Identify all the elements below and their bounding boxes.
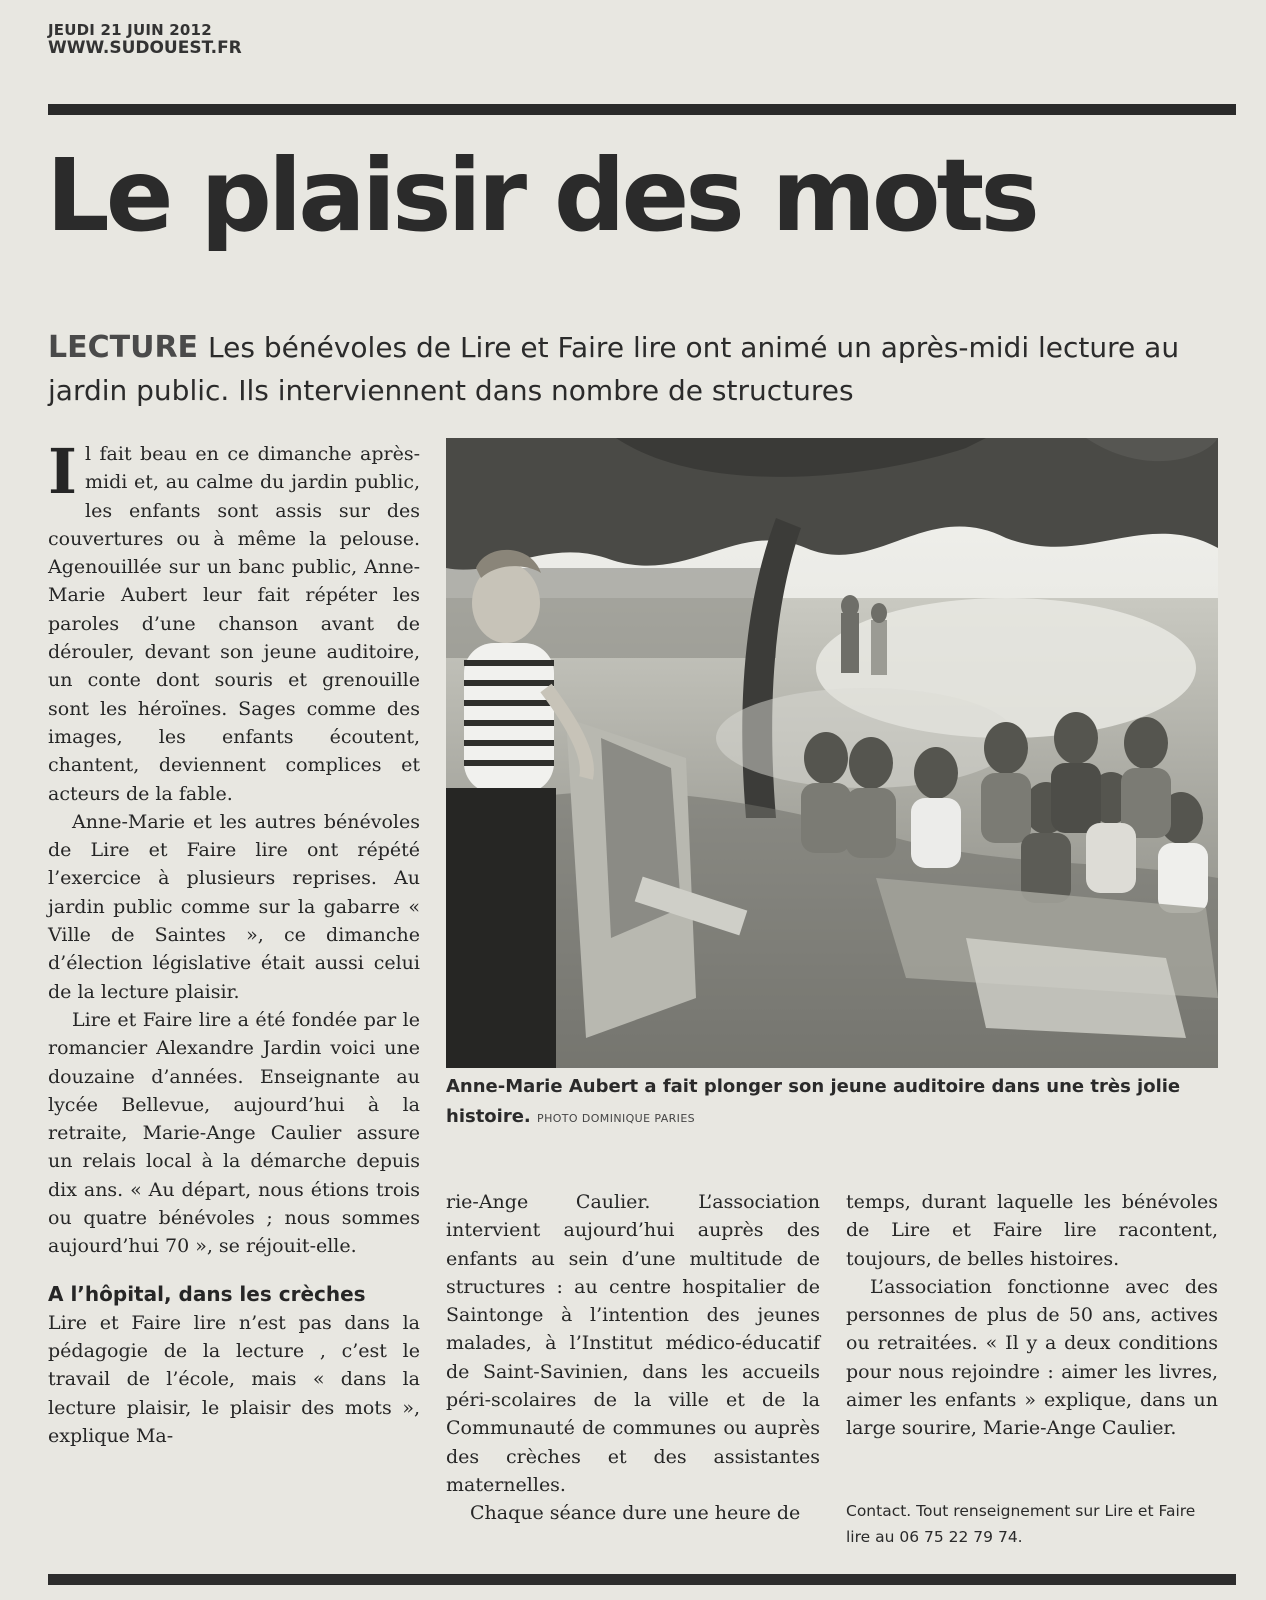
photo-caption: [446, 1072, 1226, 1134]
standfirst: [48, 326, 1208, 412]
article-column-1: [48, 435, 420, 1450]
paragraph-2: Anne-Marie et les autres bénévoles de Lire et Faire lire ont répété l’exercice à plusieurs reprises. Au jardin public comme sur la gabarre « Ville de Saintes », ce dimanche d’élection législative était aussi celui de la lecture plaisir.: [48, 810, 420, 1003]
page-header: [48, 22, 242, 58]
paragraph-1: [48, 435, 420, 808]
caption-text: Anne-Marie Aubert a fait plonger son jeune auditoire dans une très jolie histoire.: [446, 1076, 1181, 1127]
top-rule: [48, 104, 1236, 115]
paragraph-1-text: l fait beau en ce dimanche après-midi et, au calme du jardin public, les enfants sont assis sur des couvertures ou à même la pelouse. Agenouillée sur un banc public, Anne-Marie Aubert leur fait répéter les paroles d’une chanson avant de dérouler, devant son jeune auditoire, un conte dont souris et grenouille sont les héroïnes. Sages comme des images, les enfants écoutent, chantent, deviennent complices et acteurs de la fable.: [48, 443, 420, 805]
kicker: LECTURE: [48, 330, 199, 365]
paragraph-6: Chaque séance dure une heure de: [470, 1502, 801, 1525]
paragraph-3: Lire et Faire lire a été fondée par le romancier Alexandre Jardin voici une douzaine d’années. Enseignante au lycée Bellevue, aujourd’hui à la retraite, Marie-Ange Caulier assure un relais local à la démarche depuis dix ans. « Au départ, nous étions trois ou quatre bénévoles ; nous sommes aujourd’hui 70 », se réjouit-elle.: [48, 1008, 420, 1258]
paragraph-5: rie-Ange Caulier. L’association intervient aujourd’hui auprès des enfants au sein d’une multitude de structures : au centre hospitalier de Saintonge à l’intention des jeunes malades, à l’Institut médico-éducatif de Saint-Savinien, dans les accueils péri-scolaires de la ville et de la Communauté de communes ou auprès des crèches et des assistantes maternelles.: [446, 1191, 820, 1496]
article-photo: [446, 438, 1218, 1068]
drop-cap: I: [48, 435, 78, 508]
standfirst-text: Les bénévoles de Lire et Faire lire ont animé un après-midi lecture au jardin public. Ils interviennent dans nombre de structures: [48, 331, 1180, 407]
photo-illustration: [446, 438, 1218, 1068]
contact-info: Contact. Tout renseignement sur Lire et Faire lire au 06 75 22 79 74.: [846, 1502, 1196, 1546]
issue-date: JEUDI 21 JUIN 2012: [48, 21, 212, 39]
paragraph-8: L’association fonctionne avec des personnes de plus de 50 ans, actives ou retraitées. « Il y a deux conditions pour nous rejoindre : aimer les livres, aimer les enfants » explique, dans un large sourire, Marie-Ange Caulier.: [846, 1275, 1218, 1440]
bottom-rule: [48, 1574, 1236, 1585]
headline: Le plaisir des mots: [46, 137, 1036, 254]
website-link[interactable]: WWW.SUDOUEST.FR: [48, 37, 242, 58]
paragraph-4: Lire et Faire lire n’est pas dans la pédagogie de la lecture , c’est le travail de l’école, mais « dans la lecture plaisir, le plaisir des mots », explique Ma-: [48, 1311, 420, 1447]
article-column-2: [446, 1188, 820, 1528]
paragraph-7: temps, durant laquelle les bénévoles de Lire et Faire lire racontent, toujours, de belles histoires.: [846, 1191, 1218, 1270]
article-column-3: [846, 1188, 1218, 1443]
photo-credit: PHOTO DOMINIQUE PARIES: [537, 1112, 696, 1125]
section-title: A l’hôpital, dans les crèches: [48, 1281, 366, 1306]
